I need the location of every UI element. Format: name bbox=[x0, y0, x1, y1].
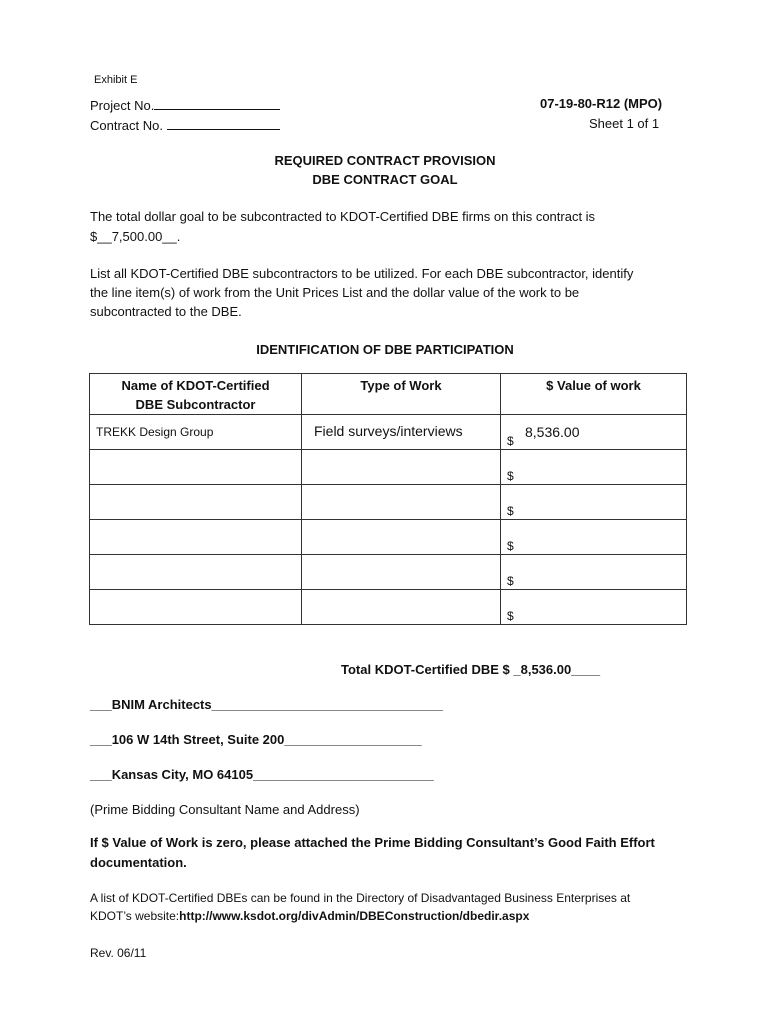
table-title: IDENTIFICATION OF DBE PARTICIPATION bbox=[256, 342, 514, 357]
value-of-work-cell[interactable] bbox=[501, 555, 687, 590]
value-of-work-cell[interactable] bbox=[501, 415, 687, 450]
directory-website-label: KDOT’s website: bbox=[90, 909, 180, 923]
dbe-name-cell[interactable] bbox=[90, 450, 302, 485]
dbe-name-cell[interactable] bbox=[90, 590, 302, 625]
dollar-sign: $ bbox=[507, 609, 514, 623]
header-value-of-work bbox=[501, 374, 687, 415]
header-value-label: $ Value of work bbox=[546, 378, 641, 393]
project-code: 07-19-80-R12 (MPO) bbox=[540, 96, 663, 111]
header-dbe-name-line-1: Name of KDOT-Certified bbox=[121, 378, 270, 393]
type-of-work-cell[interactable] bbox=[302, 485, 501, 520]
project-no-blank bbox=[154, 96, 280, 110]
table-row bbox=[90, 590, 687, 625]
value-of-work-cell[interactable] bbox=[501, 450, 687, 485]
dbe-name-cell[interactable] bbox=[90, 555, 302, 590]
type-of-work-cell[interactable] bbox=[302, 555, 501, 590]
header-dbe-name bbox=[90, 374, 302, 415]
type-of-work-cell[interactable] bbox=[302, 520, 501, 555]
value-of-work-cell[interactable] bbox=[501, 485, 687, 520]
header-type-of-work bbox=[302, 374, 501, 415]
dbe-name-cell[interactable] bbox=[90, 520, 302, 555]
dollar-sign: $ bbox=[507, 539, 514, 553]
table-header-row bbox=[90, 374, 687, 415]
total-dbe-amount: Total KDOT-Certified DBE $ _8,536.00____ bbox=[341, 662, 601, 677]
directory-website-link[interactable]: http://www.ksdot.org/divAdmin/DBEConstruction/dbedir.aspx bbox=[179, 909, 530, 923]
prime-consultant-address-1: ___106 W 14th Street, Suite 200___________________ bbox=[90, 732, 422, 747]
project-no-field bbox=[90, 96, 280, 114]
goal-line-2: $__7,500.00__. bbox=[90, 229, 181, 244]
type-of-work-cell[interactable] bbox=[302, 590, 501, 625]
value-of-work-amount: 8,536.00 bbox=[525, 424, 580, 440]
dollar-sign: $ bbox=[507, 574, 514, 588]
table-row bbox=[90, 415, 687, 450]
contract-no-label: Contract No. bbox=[90, 118, 163, 133]
table-row bbox=[90, 520, 687, 555]
header-type-label: Type of Work bbox=[360, 378, 442, 393]
prime-consultant-address-2: ___Kansas City, MO 64105_________________________ bbox=[90, 767, 434, 782]
value-of-work-cell[interactable] bbox=[501, 590, 687, 625]
table-row bbox=[90, 555, 687, 590]
contract-no-field bbox=[90, 116, 280, 134]
dbe-participation-table bbox=[89, 373, 687, 625]
title-line-2: DBE CONTRACT GOAL bbox=[312, 172, 458, 187]
title-line-1: REQUIRED CONTRACT PROVISION bbox=[274, 153, 496, 168]
header-dbe-name-line-2: DBE Subcontractor bbox=[135, 397, 256, 412]
dbe-name-cell[interactable] bbox=[90, 415, 302, 450]
directory-line-2 bbox=[90, 908, 529, 924]
prime-consultant-caption: (Prime Bidding Consultant Name and Address) bbox=[90, 802, 360, 817]
dollar-sign: $ bbox=[507, 434, 514, 448]
directory-line-1: A list of KDOT-Certified DBEs can be found in the Directory of Disadvantaged Business Enterprises at bbox=[90, 891, 631, 905]
instructions-line-1: List all KDOT-Certified DBE subcontractors to be utilized. For each DBE subcontractor, identify bbox=[90, 266, 634, 281]
contract-no-blank bbox=[167, 116, 280, 130]
dbe-name-value: TREKK Design Group bbox=[96, 425, 214, 439]
dollar-sign: $ bbox=[507, 504, 514, 518]
type-of-work-cell[interactable] bbox=[302, 450, 501, 485]
table-row bbox=[90, 450, 687, 485]
type-of-work-value: Field surveys/interviews bbox=[314, 423, 463, 439]
project-no-label: Project No. bbox=[90, 98, 155, 113]
type-of-work-cell[interactable] bbox=[302, 415, 501, 450]
goal-line-1: The total dollar goal to be subcontracted to KDOT-Certified DBE firms on this contract is bbox=[90, 209, 596, 224]
zero-value-notice-line-1: If $ Value of Work is zero, please attached the Prime Bidding Consultant’s Good Faith Effort bbox=[90, 835, 655, 850]
revision-label: Rev. 06/11 bbox=[90, 946, 147, 960]
dbe-name-cell[interactable] bbox=[90, 485, 302, 520]
value-of-work-cell[interactable] bbox=[501, 520, 687, 555]
dollar-sign: $ bbox=[507, 469, 514, 483]
instructions-line-3: subcontracted to the DBE. bbox=[90, 304, 242, 319]
prime-consultant-name: ___BNIM Architects________________________________ bbox=[90, 697, 443, 712]
zero-value-notice-line-2: documentation. bbox=[90, 855, 187, 870]
sheet-number: Sheet 1 of 1 bbox=[589, 116, 660, 131]
instructions-line-2: the line item(s) of work from the Unit Prices List and the dollar value of the work to be bbox=[90, 285, 580, 300]
exhibit-label: Exhibit E bbox=[94, 74, 138, 86]
table-row bbox=[90, 485, 687, 520]
